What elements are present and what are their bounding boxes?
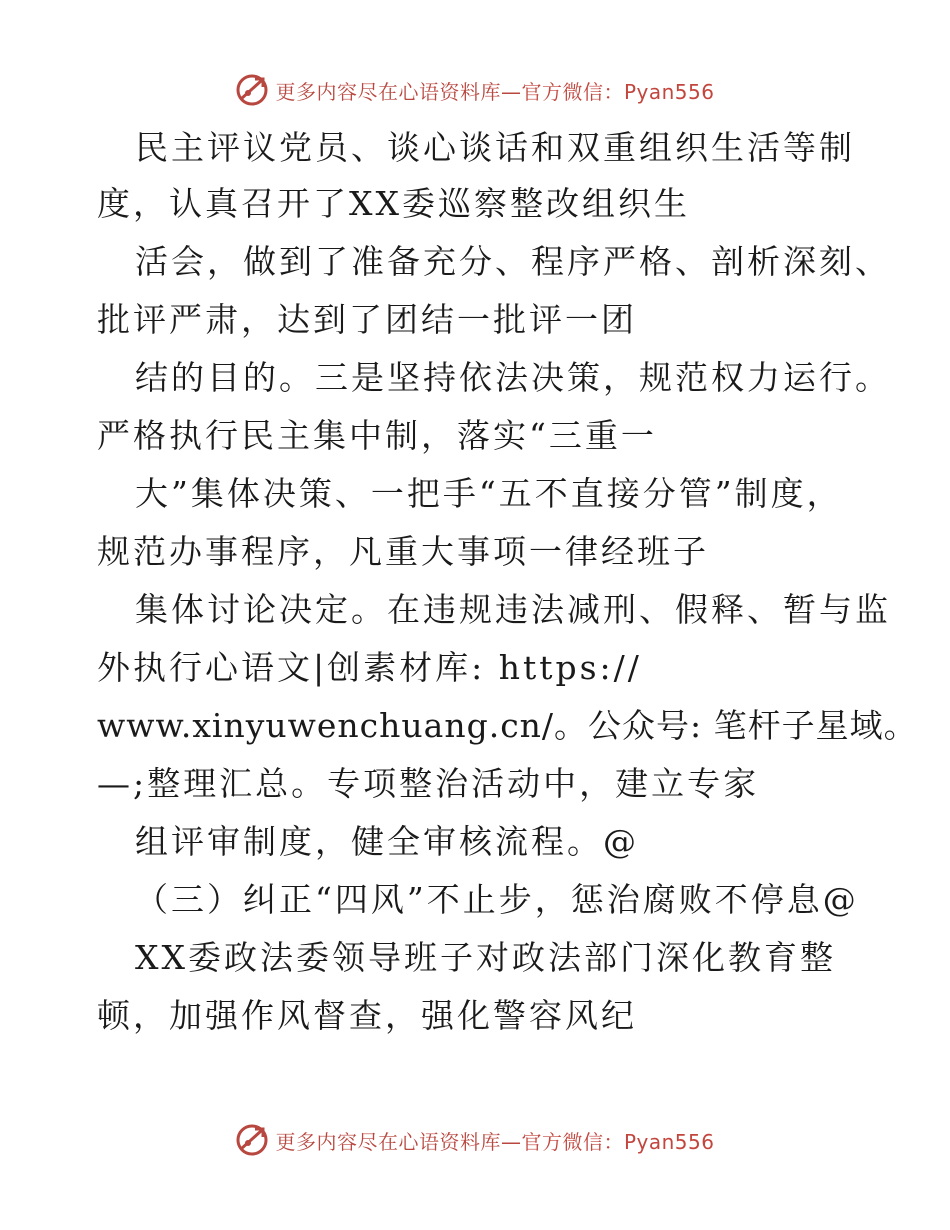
text-line: （三）纠正“四风”不止步，惩治腐败不停息@ bbox=[135, 880, 859, 919]
text-line: 结的目的。三是坚持依法决策，规范权力运行。 bbox=[135, 358, 891, 397]
text-line: 活会，做到了准备充分、程序严格、剖析深刻、 bbox=[135, 242, 891, 281]
text-line: 批评严肃，达到了团结一批评一团 bbox=[97, 300, 637, 339]
text-line: 度，认真召开了XX委巡察整改组织生 bbox=[97, 184, 690, 223]
text-line: 外执行心语文|创素材库: https:// bbox=[97, 648, 642, 687]
text-line: www.xinyuwenchuang.cn/。公众号: 笔杆子星域。 bbox=[97, 706, 918, 745]
text-line: 民主评议党员、谈心谈话和双重组织生活等制 bbox=[135, 128, 855, 167]
text-line: 严格执行民主集中制，落实“三重一 bbox=[97, 416, 657, 455]
logo-icon bbox=[235, 1123, 269, 1157]
text-line: 规范办事程序，凡重大事项一律经班子 bbox=[97, 532, 709, 571]
text-line: 组评审制度，健全审核流程。@ bbox=[135, 822, 639, 861]
text-line: 大”集体决策、一把手“五不直接分管”制度， bbox=[135, 474, 843, 513]
banner-content bbox=[235, 1123, 714, 1157]
text-line: 集体讨论决定。在违规违法减刑、假释、暂与监 bbox=[135, 590, 891, 629]
text-line: XX委政法委领导班子对政法部门深化教育整 bbox=[135, 938, 836, 977]
text-line: 顿，加强作风督查，强化警容风纪 bbox=[97, 996, 637, 1035]
banner-content bbox=[235, 73, 714, 107]
header-banner bbox=[0, 70, 950, 110]
footer-banner bbox=[0, 1120, 950, 1160]
banner-title: 更多内容尽在心语资料库—官方微信：Pyan556 bbox=[275, 1129, 715, 1154]
banner-title: 更多内容尽在心语资料库—官方微信：Pyan556 bbox=[275, 79, 715, 104]
logo-icon bbox=[235, 73, 269, 107]
text-line: —;整理汇总。专项整治活动中，建立专家 bbox=[97, 764, 760, 803]
